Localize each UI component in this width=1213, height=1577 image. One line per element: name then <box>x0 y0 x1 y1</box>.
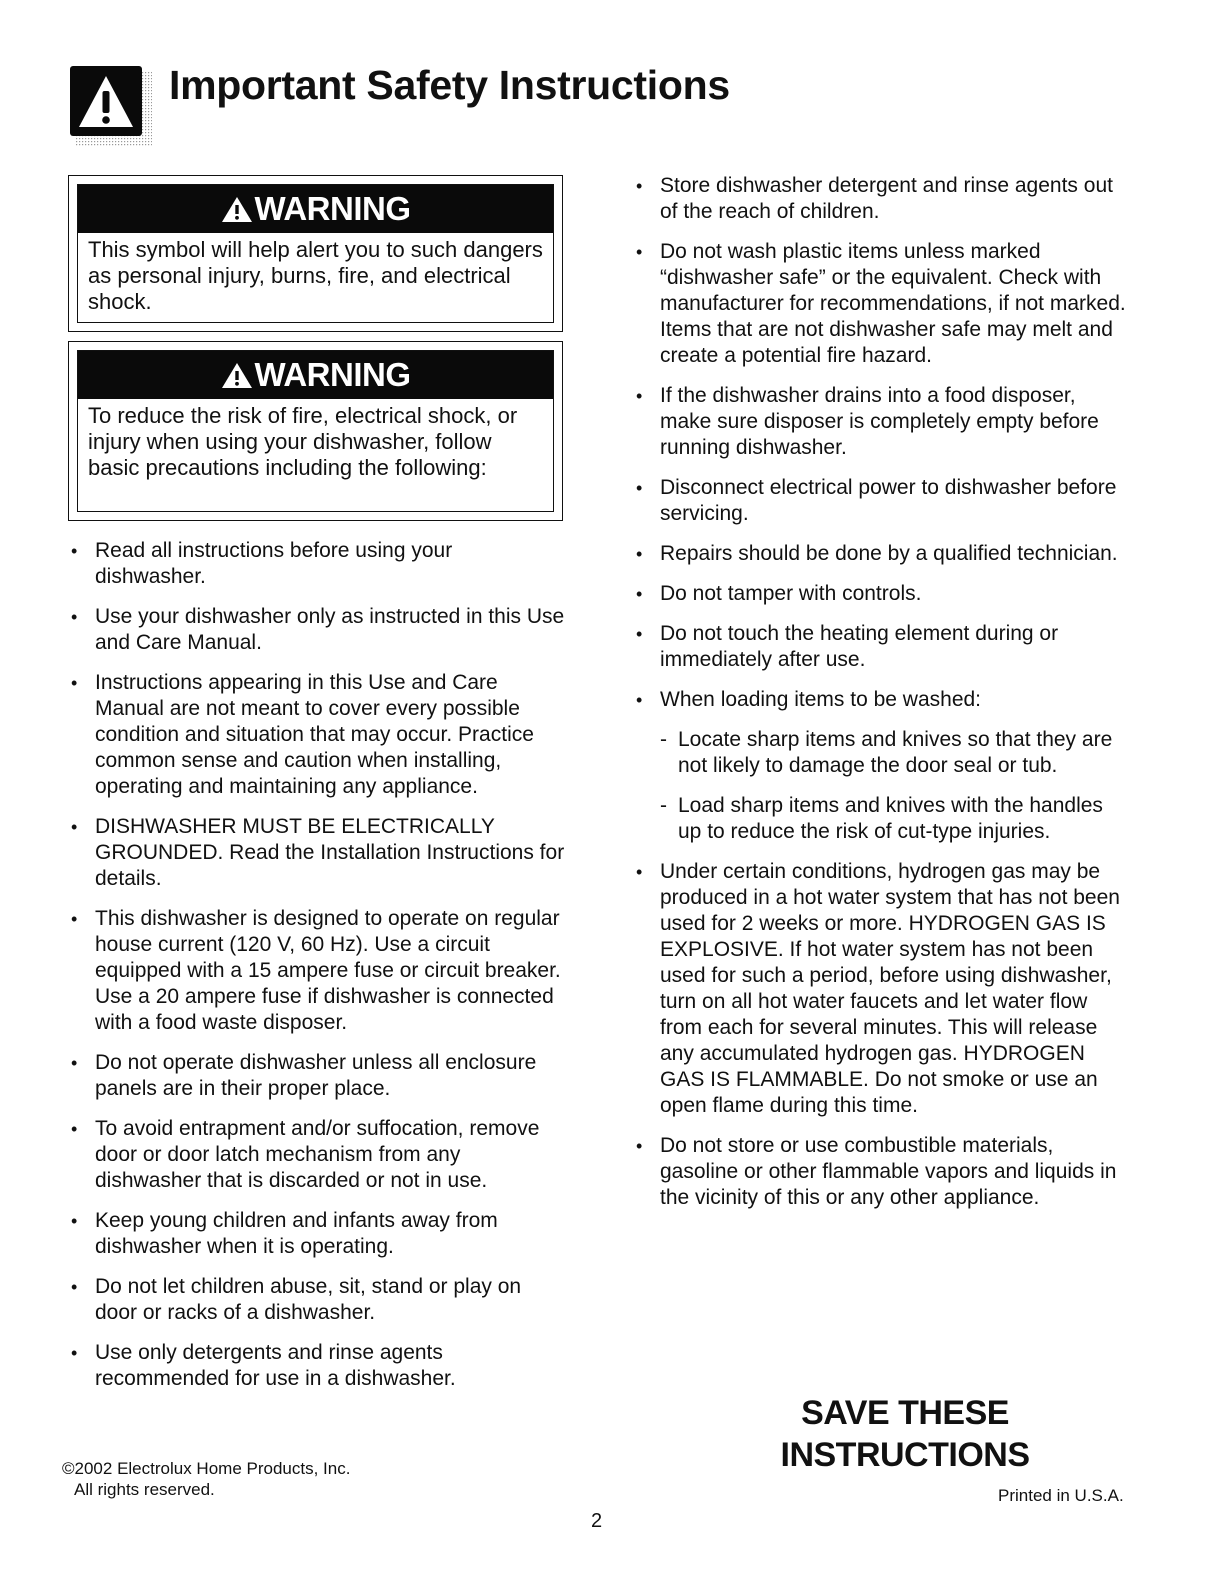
page-number: 2 <box>591 1510 603 1532</box>
warning-banner <box>78 351 553 399</box>
save-line-1: SAVE THESE <box>801 1394 1009 1432</box>
list-item: • Use only detergents and rinse agents recommended for use in a dishwasher. <box>71 1341 456 1390</box>
printed-in: Printed in U.S.A. <box>998 1486 1124 1505</box>
list-item: • Do not touch the heating element during or immediately after use. <box>636 622 1059 671</box>
list-item: • Do not let children abuse, sit, stand or play on door or racks of a dishwasher. <box>71 1275 522 1324</box>
list-item: • Use your dishwasher only as instructed in this Use and Care Manual. <box>71 605 565 654</box>
list-item: • When loading items to be washed: - Locate sharp items and knives so that they are not likely to damage the door seal or tub. - Load sharp items and knives with the handles up to reduce the risk of cut-type injuries. <box>632 687 1132 845</box>
list-item: • Do not operate dishwasher unless all enclosure panels are in their proper place. <box>71 1051 537 1100</box>
warning-label: WARNING <box>254 190 411 227</box>
list-item: • Do not store or use combustible materials, gasoline or other flammable vapors and liquids in the vicinity of this or any other appliance. <box>636 1134 1117 1209</box>
save-instructions-heading <box>760 1392 1050 1476</box>
warning-triangle-icon <box>221 361 253 389</box>
safety-list-right <box>632 173 1132 1225</box>
warning-text: This symbol will help alert you to such dangers as personal injury, burns, fire, and electrical shock. <box>88 237 543 314</box>
page-title: Important Safety Instructions <box>169 62 730 108</box>
list-item: • Store dishwasher detergent and rinse agents out of the reach of children. <box>636 174 1113 223</box>
warning-banner <box>78 185 553 233</box>
list-item: • Repairs should be done by a qualified technician. <box>636 542 1118 565</box>
safety-list-left <box>67 538 567 1406</box>
list-item: • Do not tamper with controls. <box>636 582 922 605</box>
list-item: • Instructions appearing in this Use and Care Manual are not meant to cover every possible condition and situation that may occur. Practice common sense and caution when installing, operating and maintaining any appliance. <box>71 671 534 798</box>
list-item: • Disconnect electrical power to dishwasher before servicing. <box>636 476 1117 525</box>
warning-text: To reduce the risk of fire, electrical shock, or injury when using your dishwasher, follow basic precautions including the following: <box>88 403 518 480</box>
sub-list-item: - Load sharp items and knives with the handles up to reduce the risk of cut-type injuries. <box>660 794 1103 843</box>
copyright-line: ©2002 Electrolux Home Products, Inc. <box>62 1459 351 1478</box>
copyright <box>62 1458 350 1500</box>
warning-label: WARNING <box>254 356 411 393</box>
list-item: • Keep young children and infants away from dishwasher when it is operating. <box>71 1209 498 1258</box>
sub-list-item: - Locate sharp items and knives so that they are not likely to damage the door seal or tub. <box>660 728 1113 777</box>
rights-line: All rights reserved. <box>74 1480 215 1499</box>
warning-triangle-icon <box>70 66 154 148</box>
list-item: • To avoid entrapment and/or suffocation, remove door or door latch mechanism from any dishwasher that is discarded or not in use. <box>71 1117 540 1192</box>
list-item: • Under certain conditions, hydrogen gas may be produced in a hot water system that has not been used for 2 weeks or more. HYDROGEN GAS IS EXPLOSIVE. If hot water system has not been used for such a period, before using dishwasher, turn on all hot water faucets and let water flow from each for several minutes. This will release any accumulated hydrogen gas. HYDROGEN GAS IS FLAMMABLE. Do not smoke or use an open flame during this time. <box>636 860 1120 1117</box>
list-item: • DISHWASHER MUST BE ELECTRICALLY GROUNDED. Read the Installation Instructions for details. <box>71 815 565 890</box>
warning-box-precautions <box>68 341 563 521</box>
list-item: • If the dishwasher drains into a food disposer, make sure disposer is completely empty before running dishwasher. <box>636 384 1099 459</box>
list-item: • Read all instructions before using your dishwasher. <box>71 539 453 588</box>
save-line-2: INSTRUCTIONS <box>780 1436 1030 1474</box>
list-item: • Do not wash plastic items unless marked “dishwasher safe” or the equivalent. Check with manufacturer for recommendations, if not marked. Items that are not dishwasher safe may melt and create a potential fire hazard. <box>636 240 1126 367</box>
warning-box-symbol <box>68 175 563 332</box>
list-item: • This dishwasher is designed to operate on regular house current (120 V, 60 Hz). Use a circuit equipped with a 15 ampere fuse or circuit breaker. Use a 20 ampere fuse if dishwasher is connected with a food waste disposer. <box>71 907 561 1034</box>
loading-sublist <box>660 727 1132 845</box>
warning-triangle-icon <box>221 195 253 223</box>
